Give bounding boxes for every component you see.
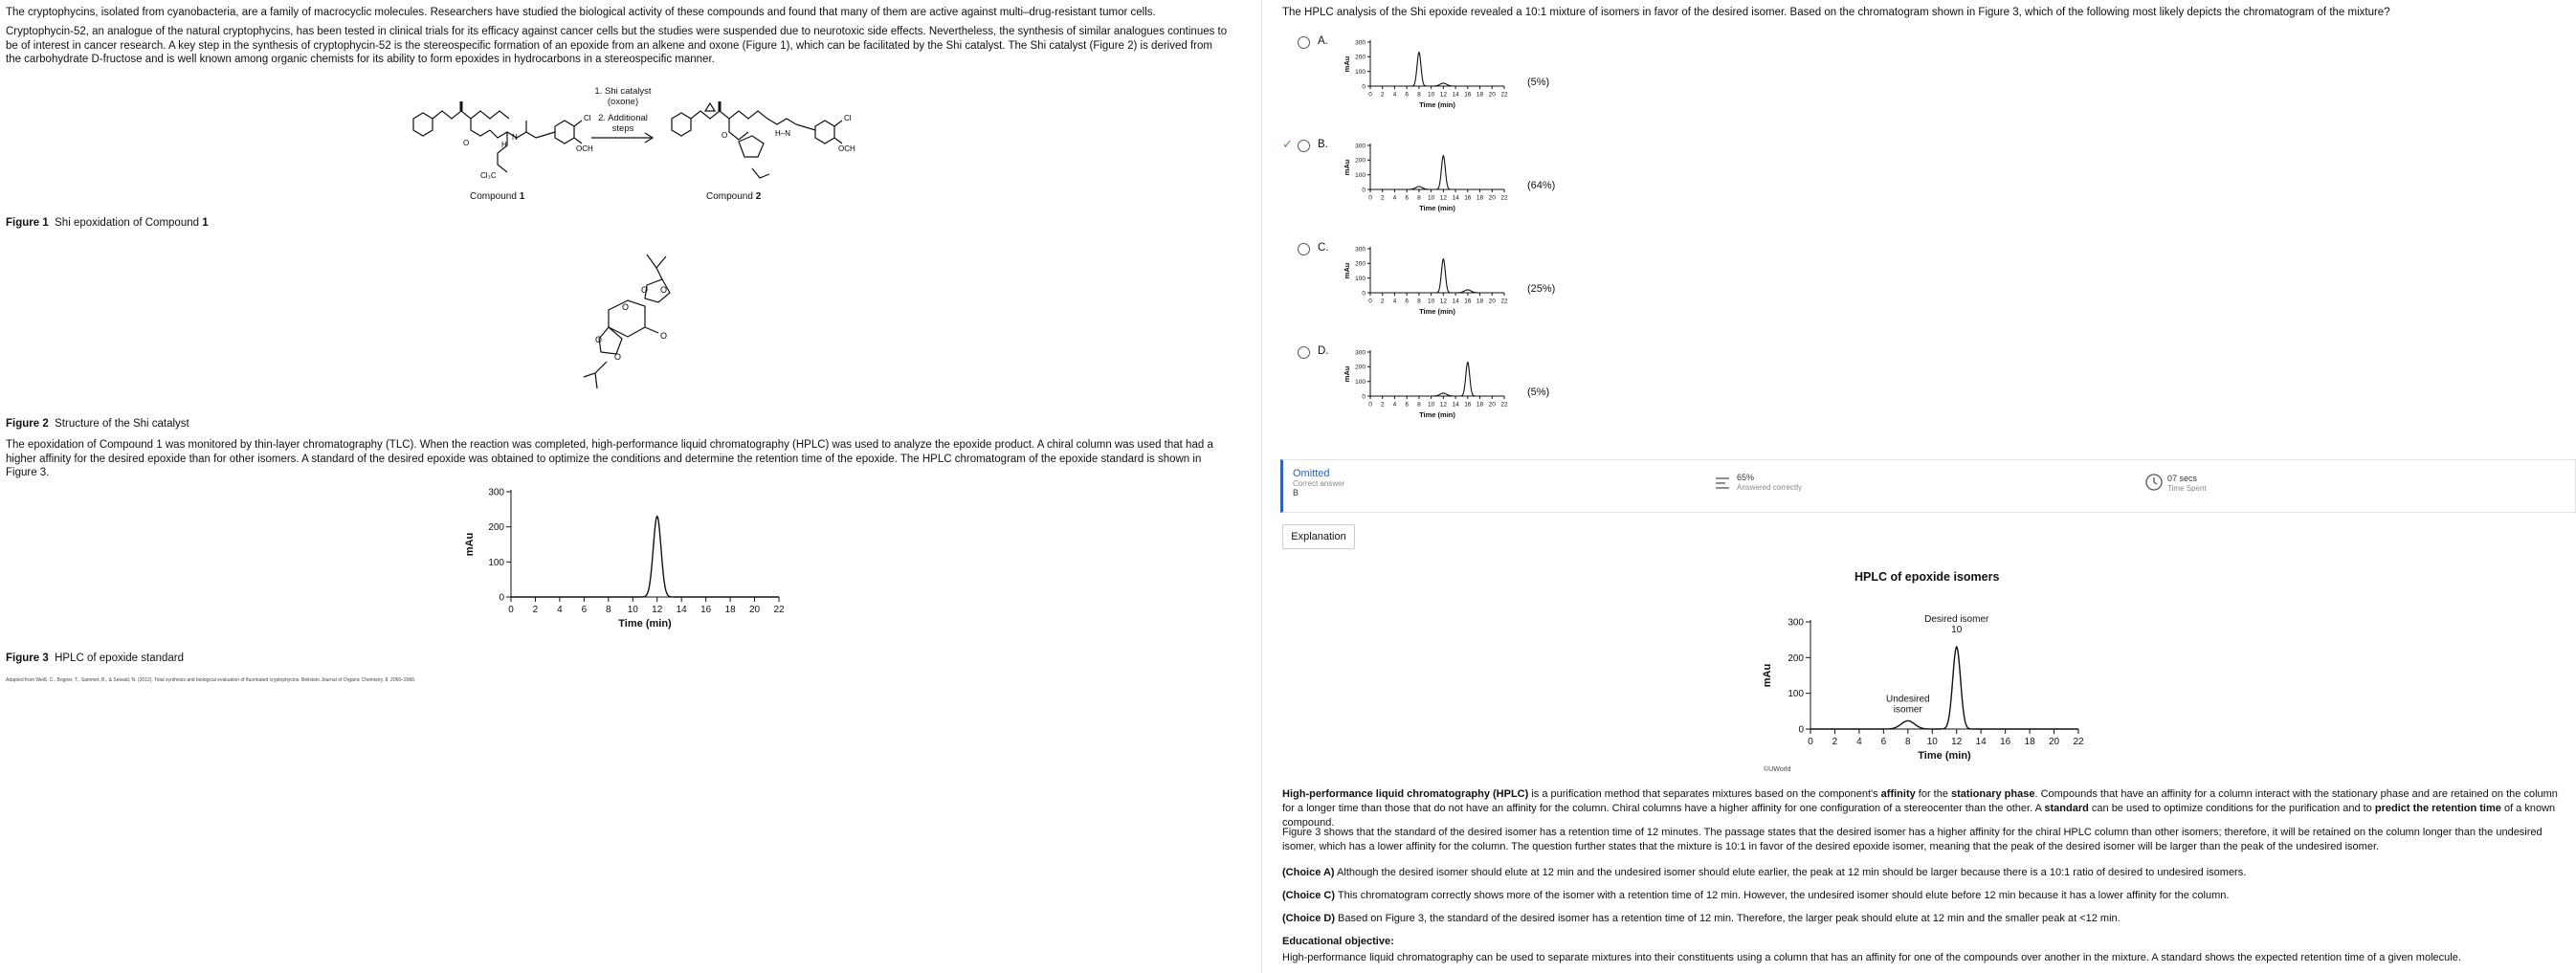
x-tick-label: 6 xyxy=(1880,737,1887,747)
y-tick-label: 200 xyxy=(1355,364,1366,371)
copyright: ©UWorld xyxy=(1764,766,1791,773)
y-tick-label: 100 xyxy=(1355,378,1366,386)
desired-isomer-ratio: 10 xyxy=(1951,625,1963,635)
x-tick-label: 14 xyxy=(1975,737,1987,747)
x-tick-label: 18 xyxy=(1476,194,1484,202)
x-tick-label: 6 xyxy=(1405,194,1409,202)
y-axis-label: mAu xyxy=(1343,159,1351,176)
explanation-choice-c: (Choice C) This chromatogram correctly shows more of the isomer with a retention time of 12 min. However, the undesired isomer should elute before 12 min because it has a lower affinity for the column. xyxy=(1282,890,2230,901)
y-tick-label: 100 xyxy=(1355,68,1366,76)
x-tick-label: 0 xyxy=(1368,401,1372,409)
correct-answer-label: Correct answer xyxy=(1293,479,1345,488)
desired-isomer-label: Desired isomer xyxy=(1924,614,1989,625)
y-tick-label: 100 xyxy=(488,557,504,568)
x-tick-label: 12 xyxy=(1439,194,1447,202)
explanation-choice-a: (Choice A) Although the desired isomer should elute at 12 min and the undesired isomer should elute earlier, the peak at 12 min should be larger because there is a 10:1 ratio of desired to undesired isomers. xyxy=(1282,867,2247,878)
status-text: Omitted xyxy=(1293,468,1330,479)
percent-correct-label: Answered correctly xyxy=(1737,483,1803,492)
option-b[interactable] xyxy=(1282,136,1569,232)
step2b-label: steps xyxy=(611,123,634,134)
och3-label-1: OCH xyxy=(576,144,593,153)
y-tick-label: 100 xyxy=(1788,689,1804,700)
figure3-chromatogram xyxy=(463,478,788,641)
option-c-chart xyxy=(1342,239,1508,335)
x-tick-label: 4 xyxy=(1392,401,1397,409)
benzene-ring-2 xyxy=(672,113,691,136)
x-tick-label: 2 xyxy=(1380,298,1385,305)
y-tick-label: 0 xyxy=(1798,724,1804,736)
x-tick-label: 16 xyxy=(1464,91,1472,99)
y-tick-label: 100 xyxy=(1355,275,1366,282)
x-tick-label: 20 xyxy=(2048,737,2060,747)
x-tick-label: 0 xyxy=(1368,91,1372,99)
hn-label-2: H–N xyxy=(775,129,791,138)
option-a-percent: (5%) xyxy=(1527,77,1550,88)
x-tick-label: 10 xyxy=(1428,91,1435,99)
figure2-caption: Figure 2 Structure of the Shi catalyst xyxy=(6,418,189,430)
reaction-conditions xyxy=(589,86,656,134)
x-axis-label: Time (min) xyxy=(1419,410,1455,419)
y-tick-label: 300 xyxy=(1355,349,1366,357)
cl-label-1: Cl xyxy=(584,114,591,122)
x-tick-label: 4 xyxy=(557,605,563,615)
x-tick-label: 2 xyxy=(1380,91,1385,99)
chromatogram-trace xyxy=(511,517,779,597)
x-tick-label: 12 xyxy=(1439,401,1447,409)
option-a-letter: A. xyxy=(1318,35,1328,47)
explanation-paragraph-1: High-performance liquid chromatography (HPLC) is a purification method that separates mixtures based on the component's affinity for the stationary phase. Compounds that have an affinity for a column interact with the stationary phase and are retained on the column for a longer time than those that do not have an affinity for the column. Chiral columns have a higher affinity for one configuration of a stereocenter than the other. A standard can be used to optimize conditions for the purification and to predict the retention time of a known compound. xyxy=(1282,788,2558,829)
x-tick-label: 12 xyxy=(1439,298,1447,305)
x-tick-label: 8 xyxy=(1417,91,1421,99)
x-tick-label: 10 xyxy=(1926,737,1938,747)
x-tick-label: 12 xyxy=(1951,737,1963,747)
option-d-radio[interactable] xyxy=(1298,346,1310,359)
n-label-1: N xyxy=(512,133,518,142)
step1-label: 1. Shi catalyst xyxy=(594,86,652,97)
y-tick-label: 200 xyxy=(488,522,504,534)
x-tick-label: 2 xyxy=(1380,194,1385,202)
step1b-label: (oxone) xyxy=(607,97,639,107)
x-axis-label: Time (min) xyxy=(1419,100,1455,109)
passage-paragraph-1: The cryptophycins, isolated from cyanobacteria, are a family of macrocyclic molecules. Researchers have studied the biological activity of these compounds and found that many of them are active against multi–drug-resistant tumor cells. xyxy=(6,7,1156,18)
x-tick-label: 6 xyxy=(1405,401,1409,409)
explanation-paragraph-2: Figure 3 shows that the standard of the desired isomer has a retention time of 12 minutes. The passage states that the desired isomer has a higher affinity for the chiral HPLC column than other isomers; therefore, it will be retained on the column longer than the undesired isomer, which has a lower affinity for the column. The question further states that the mixture is 10:1 in favor of the desired epoxide isomer, meaning that the peak of the desired isomer will be larger than the peak of the undesired isomer. xyxy=(1282,827,2543,852)
omitted-status xyxy=(1293,468,1344,498)
y-tick-label: 0 xyxy=(1362,290,1366,298)
option-b-percent: (64%) xyxy=(1527,180,1556,191)
option-c[interactable] xyxy=(1282,239,1569,335)
x-tick-label: 2 xyxy=(1380,401,1385,409)
x-tick-label: 10 xyxy=(1428,298,1435,305)
explanation-tab[interactable]: Explanation xyxy=(1282,524,1355,549)
x-tick-label: 4 xyxy=(1856,737,1862,747)
x-tick-label: 2 xyxy=(532,605,539,615)
x-tick-label: 14 xyxy=(1452,401,1459,409)
y-axis-label: mAu xyxy=(1343,55,1351,73)
x-tick-label: 4 xyxy=(1392,194,1397,202)
x-tick-label: 6 xyxy=(1405,91,1409,99)
y-tick-label: 300 xyxy=(1355,39,1366,47)
x-tick-label: 18 xyxy=(1476,298,1484,305)
option-c-letter: C. xyxy=(1318,242,1329,254)
x-tick-label: 12 xyxy=(652,605,663,615)
chromatogram-trace xyxy=(1810,647,2078,729)
percent-correct-value: 65% xyxy=(1737,473,1755,482)
macrocycle-fragment xyxy=(739,136,764,157)
chromatogram-trace xyxy=(1370,156,1504,189)
answer-stats-bar xyxy=(1280,459,2576,513)
compound2-label: Compound 2 xyxy=(706,191,762,202)
time-spent-value: 07 secs xyxy=(2167,474,2198,483)
educational-objective-text: High-performance liquid chromatography can be used to separate mixtures into their constituents using a column that has an affinity for one of the compounds over another in the mixture. A standard shows the expected retention time of a given molecule. xyxy=(1282,952,2461,963)
x-tick-label: 10 xyxy=(627,605,638,615)
x-tick-label: 20 xyxy=(1488,91,1496,99)
educational-objective-title: Educational objective: xyxy=(1282,936,1394,947)
x-tick-label: 18 xyxy=(1476,91,1484,99)
time-spent-label: Time Spent xyxy=(2167,484,2207,493)
och3-label-2: OCH xyxy=(838,144,855,153)
x-tick-label: 14 xyxy=(1452,298,1459,305)
y-tick-label: 0 xyxy=(1362,393,1366,401)
x-axis-label: Time (min) xyxy=(1419,204,1455,212)
correct-answer-value: B xyxy=(1293,488,1299,498)
option-d-percent: (5%) xyxy=(1527,387,1550,398)
x-tick-label: 4 xyxy=(1392,298,1397,305)
undesired-isomer-label-2: isomer xyxy=(1893,704,1922,716)
epoxide-ring xyxy=(705,103,715,111)
passage-pane xyxy=(0,0,1262,973)
step2-label: 2. Additional xyxy=(598,113,648,123)
x-tick-label: 16 xyxy=(1464,194,1472,202)
x-tick-label: 8 xyxy=(1417,298,1421,305)
x-tick-label: 0 xyxy=(508,605,514,615)
x-tick-label: 6 xyxy=(1405,298,1409,305)
y-tick-label: 0 xyxy=(1362,187,1366,194)
option-b-letter: B. xyxy=(1318,139,1328,150)
chromatogram-trace xyxy=(1370,53,1504,86)
answer-options xyxy=(1282,33,1569,442)
cl-label-2: Cl xyxy=(844,114,852,122)
x-axis-label: Time (min) xyxy=(1419,307,1455,316)
x-tick-label: 16 xyxy=(2000,737,2011,747)
x-tick-label: 22 xyxy=(773,605,785,615)
clock-icon xyxy=(2144,473,2164,492)
y-tick-label: 200 xyxy=(1355,157,1366,165)
x-tick-label: 22 xyxy=(1500,298,1508,305)
x-tick-label: 10 xyxy=(1428,401,1435,409)
y-tick-label: 0 xyxy=(499,592,504,604)
bar-chart-icon xyxy=(1714,475,1731,492)
x-tick-label: 18 xyxy=(724,605,736,615)
x-tick-label: 14 xyxy=(676,605,687,615)
catalyst-o-2: O xyxy=(660,285,668,295)
x-tick-label: 8 xyxy=(606,605,611,615)
x-tick-label: 12 xyxy=(1439,91,1447,99)
citation: Adapted from Weiß, C., Bogner, T., Sammet, B., & Sewald, N. (2012). Total synthesis and biological evaluation of fluorinated cryptophycins. Beilstein Journal of Organic Chemistry, 8, 2060–2066. xyxy=(6,677,416,683)
x-tick-label: 18 xyxy=(2024,737,2035,747)
chromatogram-trace xyxy=(1370,259,1504,293)
y-axis-label: mAu xyxy=(1343,262,1351,279)
y-tick-label: 300 xyxy=(1788,617,1804,629)
chloro-ring-1 xyxy=(555,121,574,144)
y-tick-label: 300 xyxy=(488,487,504,498)
y-tick-label: 200 xyxy=(1788,652,1804,664)
x-tick-label: 0 xyxy=(1368,298,1372,305)
catalyst-o-4: O xyxy=(660,331,668,341)
x-tick-label: 18 xyxy=(1476,401,1484,409)
y-axis-label: mAu xyxy=(1343,365,1351,383)
y-tick-label: 0 xyxy=(1362,83,1366,91)
passage-paragraph-3: The epoxidation of Compound 1 was monitored by thin-layer chromatography (TLC). When the reaction was completed, high-performance liquid chromatography (HPLC) was used to analyze the epoxide product. A chiral column was used that had a higher affinity for the desired epoxide than for other isomers. A standard of the desired epoxide was obtained to optimize the conditions and determine the retention time of the epoxide. The HPLC chromatogram of the epoxide standard is shown in Figure 3. xyxy=(6,439,1213,478)
x-tick-label: 20 xyxy=(1488,194,1496,202)
explanation-chart-title: HPLC of epoxide isomers xyxy=(1854,570,2000,584)
x-tick-label: 4 xyxy=(1392,91,1397,99)
option-d-chart xyxy=(1342,343,1508,438)
o-label-2: O xyxy=(722,131,728,140)
x-tick-label: 8 xyxy=(1905,737,1911,747)
chloro-ring-2 xyxy=(815,121,834,144)
y-tick-label: 300 xyxy=(1355,143,1366,150)
x-tick-label: 8 xyxy=(1417,194,1421,202)
x-tick-label: 22 xyxy=(2073,737,2084,747)
x-tick-label: 22 xyxy=(1500,401,1508,409)
option-a[interactable] xyxy=(1282,33,1569,128)
y-tick-label: 200 xyxy=(1355,54,1366,61)
figure3-caption: Figure 3 HPLC of epoxide standard xyxy=(6,652,185,664)
x-tick-label: 22 xyxy=(1500,194,1508,202)
explanation-choice-d: (Choice D) Based on Figure 3, the standard of the desired isomer has a retention time of 12 min. Therefore, the larger peak should elute at 12 min and the smaller peak at <12 min. xyxy=(1282,913,2121,924)
option-d-letter: D. xyxy=(1318,345,1329,357)
figure2-shi-catalyst-structure xyxy=(570,247,695,400)
passage-paragraph-2: Cryptophycin-52, an analogue of the natural cryptophycins, has been tested in clinical trials for its efficacy against cancer cells but the studies were suspended due to neurotoxic side effects. Nevertheless, the synthesis of similar analogues continues to be of interest in cancer research. A key step in the synthesis of cryptophycin-52 is the stereospecific formation of an epoxide from an alkene and oxone (Figure 1), which can be facilitated by the Shi catalyst. The Shi catalyst (Figure 2) is derived from the carbohydrate D-fructose and is well known among organic chemists for its ability to form epoxides in hydrocarbons in a stereospecific manner. xyxy=(6,26,1228,65)
option-a-chart xyxy=(1342,33,1508,128)
y-tick-label: 200 xyxy=(1355,260,1366,268)
x-tick-label: 22 xyxy=(1500,91,1508,99)
option-c-percent: (25%) xyxy=(1527,283,1556,295)
catalyst-o-1: O xyxy=(641,285,649,295)
y-axis-label: mAu xyxy=(464,532,476,557)
y-axis-label: mAu xyxy=(1762,663,1773,688)
x-tick-label: 0 xyxy=(1808,737,1813,747)
x-tick-label: 8 xyxy=(1417,401,1421,409)
catalyst-o-3: O xyxy=(622,302,630,312)
h-label-1: H xyxy=(501,141,507,149)
option-a-radio[interactable] xyxy=(1298,36,1310,49)
x-tick-label: 20 xyxy=(1488,401,1496,409)
x-tick-label: 10 xyxy=(1428,194,1435,202)
y-tick-label: 300 xyxy=(1355,246,1366,254)
y-tick-label: 100 xyxy=(1355,171,1366,179)
x-axis-label: Time (min) xyxy=(618,618,672,630)
question-stem: The HPLC analysis of the Shi epoxide revealed a 10:1 mixture of isomers in favor of the desired isomer. Based on the chromatogram shown in Figure 3, which of the following most likely depicts the chromatogram of the mixture? xyxy=(1282,7,2390,18)
x-tick-label: 14 xyxy=(1452,194,1459,202)
x-tick-label: 0 xyxy=(1368,194,1372,202)
option-b-chart xyxy=(1342,136,1508,232)
benzene-ring-1 xyxy=(413,113,433,136)
cl3c-label: Cl₃C xyxy=(480,171,497,180)
option-b-radio[interactable] xyxy=(1298,140,1310,152)
explanation-chromatogram xyxy=(1757,608,2101,771)
x-tick-label: 16 xyxy=(1464,401,1472,409)
figure1-caption: Figure 1 Shi epoxidation of Compound 1 xyxy=(6,217,209,229)
x-tick-label: 14 xyxy=(1452,91,1459,99)
x-tick-label: 20 xyxy=(1488,298,1496,305)
catalyst-o-5: O xyxy=(595,335,603,344)
x-tick-label: 6 xyxy=(581,605,588,615)
x-axis-label: Time (min) xyxy=(1918,750,1971,762)
option-c-radio[interactable] xyxy=(1298,243,1310,255)
x-tick-label: 2 xyxy=(1832,737,1838,747)
catalyst-o-6: O xyxy=(614,352,622,362)
x-tick-label: 16 xyxy=(700,605,712,615)
x-tick-label: 20 xyxy=(748,605,761,615)
undesired-isomer-label: Undesired xyxy=(1886,694,1930,705)
o-label-1: O xyxy=(463,139,470,147)
chromatogram-trace xyxy=(1370,363,1504,396)
option-d[interactable] xyxy=(1282,343,1569,438)
compound1-label: Compound 1 xyxy=(470,191,525,202)
correct-check-icon: ✓ xyxy=(1282,137,1293,151)
x-tick-label: 16 xyxy=(1464,298,1472,305)
